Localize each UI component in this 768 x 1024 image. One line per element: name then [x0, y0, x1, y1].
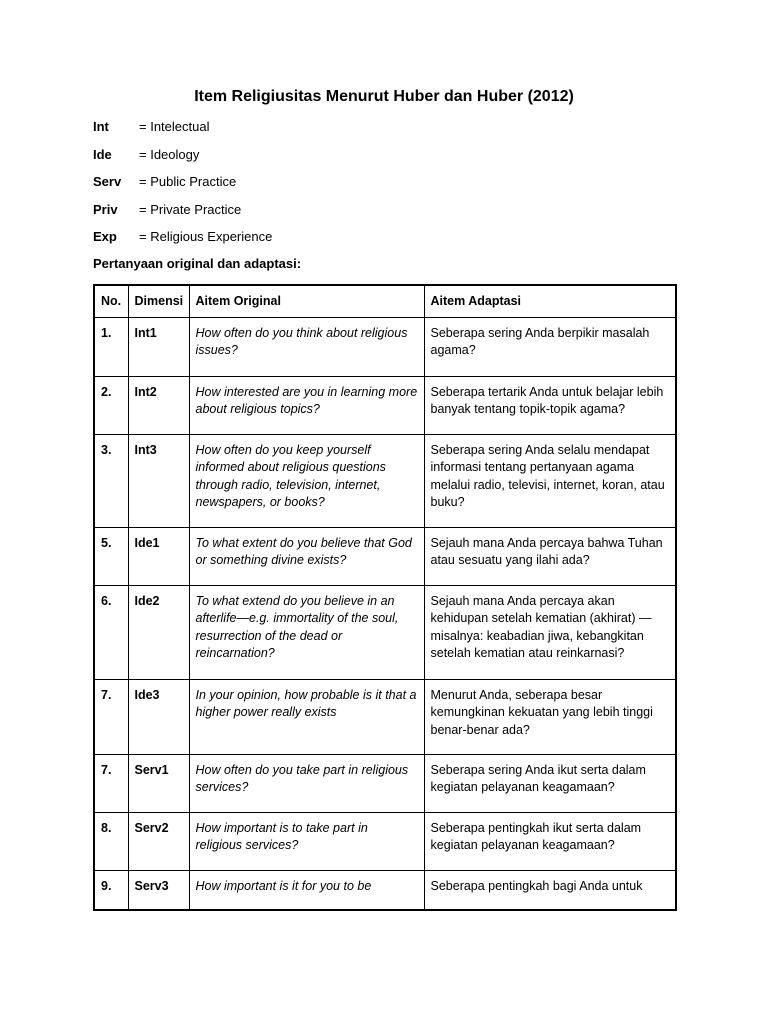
cell-original: How important is it for you to be [189, 870, 424, 910]
table-row [94, 527, 676, 585]
cell-adaptasi: Seberapa sering Anda selalu mendapat informasi tentang pertanyaan agama melalui radio, televisi, internet, koran, atau buku? [424, 434, 676, 527]
cell-no: 3. [94, 434, 128, 527]
legend-row [93, 119, 272, 147]
table-row [94, 434, 676, 527]
legend-row [93, 174, 272, 202]
document-title: Item Religiusitas Menurut Huber dan Huber (2012) [194, 88, 574, 105]
cell-no: 7. [94, 679, 128, 754]
legend-abbr: Int [93, 119, 109, 134]
table-row [94, 679, 676, 754]
cell-adaptasi: Seberapa sering Anda berpikir masalah agama? [424, 317, 676, 376]
cell-dimensi: Ide1 [128, 527, 189, 585]
cell-adaptasi: Menurut Anda, seberapa besar kemungkinan kekuatan yang lebih tinggi benar-benar ada? [424, 679, 676, 754]
cell-original: To what extent do you believe that God or something divine exists? [189, 527, 424, 585]
cell-adaptasi: Seberapa tertarik Anda untuk belajar lebih banyak tentang topik-topik agama? [424, 376, 676, 434]
cell-dimensi: Serv3 [128, 870, 189, 910]
legend-abbr: Ide [93, 146, 112, 162]
table-row [94, 317, 676, 376]
cell-no: 8. [94, 812, 128, 870]
cell-dimensi: Int2 [128, 376, 189, 434]
table-row [94, 812, 676, 870]
legend-abbr: Priv [93, 201, 118, 217]
legend-abbr: Exp [93, 229, 117, 244]
cell-no: 7. [94, 754, 128, 812]
legend-desc: = Private Practice [139, 201, 242, 217]
table-row [94, 754, 676, 812]
table-row [94, 870, 676, 910]
table-header-row [94, 285, 676, 317]
cell-dimensi: Int3 [128, 434, 189, 527]
cell-adaptasi: Sejauh mana Anda percaya akan kehidupan setelah kematian (akhirat) — misalnya: keabadian jiwa, kebangkitan setelah kematian atau reinkarnasi? [424, 585, 676, 679]
cell-dimensi: Int1 [128, 317, 189, 376]
legend-row [93, 229, 272, 257]
legend-row [93, 147, 272, 175]
table-row [94, 376, 676, 434]
cell-no: 9. [94, 870, 128, 910]
cell-adaptasi: Sejauh mana Anda percaya bahwa Tuhan atau sesuatu yang ilahi ada? [424, 527, 676, 585]
header-aitem-adaptasi: Aitem Adaptasi [424, 285, 676, 317]
section-subheading: Pertanyaan original dan adaptasi: [93, 256, 302, 271]
cell-original: How often do you keep yourself informed about religious questions through radio, television, internet, newspapers, or books? [189, 434, 424, 527]
items-table [93, 284, 677, 911]
cell-dimensi: Ide2 [128, 585, 189, 679]
header-no: No. [94, 285, 128, 317]
cell-original: To what extend do you believe in an afterlife—e.g. immortality of the soul, resurrection of the dead or reincarnation? [189, 585, 424, 679]
legend-desc: = Intelectual [139, 119, 210, 134]
cell-original: How important is to take part in religious services? [189, 812, 424, 870]
cell-dimensi: Serv2 [128, 812, 189, 870]
cell-adaptasi: Seberapa pentingkah bagi Anda untuk [424, 870, 676, 910]
legend-desc: = Religious Experience [139, 229, 273, 244]
header-aitem-original: Aitem Original [189, 285, 424, 317]
legend-row [93, 202, 272, 230]
cell-no: 1. [94, 317, 128, 376]
legend-abbr: Serv [93, 174, 122, 189]
cell-adaptasi: Seberapa pentingkah ikut serta dalam kegiatan pelayanan keagamaan? [424, 812, 676, 870]
cell-adaptasi: Seberapa sering Anda ikut serta dalam kegiatan pelayanan keagamaan? [424, 754, 676, 812]
cell-original: In your opinion, how probable is it that a higher power really exists [189, 679, 424, 754]
table-row [94, 585, 676, 679]
cell-original: How often do you think about religious issues? [189, 317, 424, 376]
header-dimensi: Dimensi [128, 285, 189, 317]
abbreviation-legend [93, 119, 272, 257]
cell-dimensi: Ide3 [128, 679, 189, 754]
cell-no: 5. [94, 527, 128, 585]
cell-original: How often do you take part in religious services? [189, 754, 424, 812]
cell-dimensi: Serv1 [128, 754, 189, 812]
legend-desc: = Public Practice [139, 174, 237, 189]
legend-desc: = Ideology [139, 146, 200, 162]
cell-no: 6. [94, 585, 128, 679]
cell-no: 2. [94, 376, 128, 434]
cell-original: How interested are you in learning more about religious topics? [189, 376, 424, 434]
